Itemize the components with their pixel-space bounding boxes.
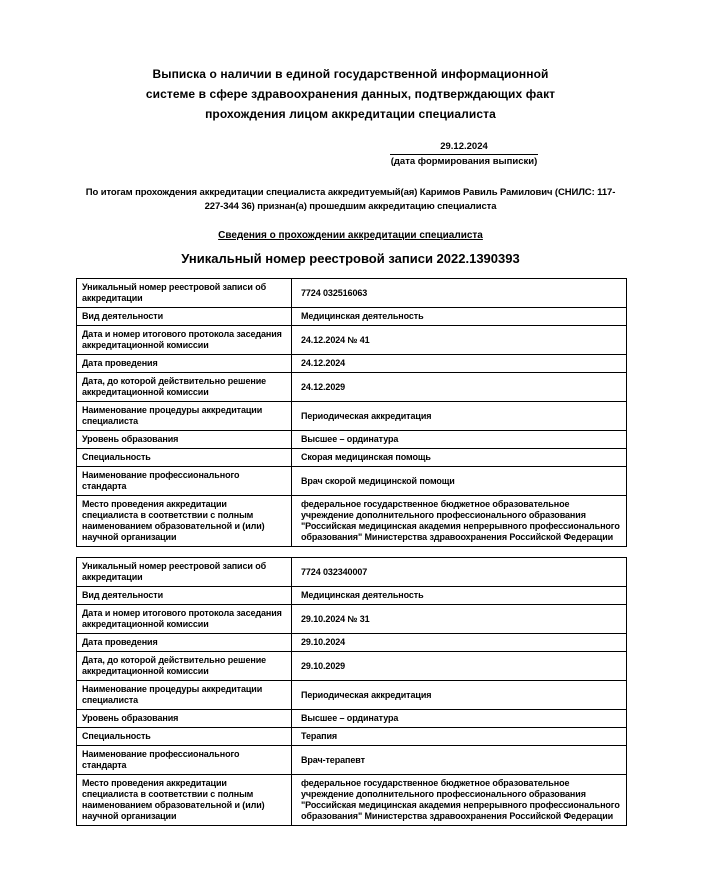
row-label: Место проведения аккредитации специалиста в соответствии с полным наименованием образовательной и (или) научной организации [77,775,292,826]
row-value: Периодическая аккредитация [292,681,627,710]
table-row [77,431,627,449]
table-row [77,587,627,605]
row-value: Скорая медицинская помощь [292,449,627,467]
row-value: 29.10.2024 [292,634,627,652]
row-label: Дата и номер итогового протокола заседания аккредитационной комиссии [77,605,292,634]
row-value: Врач скорой медицинской помощи [292,467,627,496]
table-row [77,402,627,431]
table-row [77,326,627,355]
row-label: Наименование профессионального стандарта [77,746,292,775]
row-value: 7724 032516063 [292,279,627,308]
row-value: Медицинская деятельность [292,587,627,605]
table-row [77,279,627,308]
table-row [77,605,627,634]
row-label: Вид деятельности [77,308,292,326]
table-row [77,775,627,826]
table-row [77,308,627,326]
row-label: Специальность [77,449,292,467]
row-label: Дата, до которой действительно решение аккредитационной комиссии [77,373,292,402]
row-label: Наименование процедуры аккредитации специалиста [77,681,292,710]
row-value: Терапия [292,728,627,746]
row-label: Наименование профессионального стандарта [77,467,292,496]
row-value: 24.12.2029 [292,373,627,402]
table-row [77,373,627,402]
table-row [77,449,627,467]
row-label: Место проведения аккредитации специалиста в соответствии с полным наименованием образовательной и (или) научной организации [77,496,292,547]
registry-number-heading: Уникальный номер реестровой записи 2022.1390393 [181,251,520,266]
row-value: Высшее – ординатура [292,431,627,449]
section-heading: Сведения о прохождении аккредитации специалиста [218,230,483,241]
accreditation-table-1 [76,278,627,547]
row-label: Дата и номер итогового протокола заседания аккредитационной комиссии [77,326,292,355]
row-value: 24.12.2024 № 41 [292,326,627,355]
table-row [77,558,627,587]
row-label: Дата проведения [77,355,292,373]
row-value: 29.10.2029 [292,652,627,681]
formation-date-block [390,141,538,168]
row-label: Уникальный номер реестровой записи об аккредитации [77,279,292,308]
formation-date-value: 29.12.2024 [390,141,538,155]
row-value: Медицинская деятельность [292,308,627,326]
row-value: федеральное государственное бюджетное образовательное учреждение дополнительного профессионального образования "Российская медицинская академия непрерывного профессионального образования" Министерства здравоохранения Российской Федерации [292,775,627,826]
row-value: 29.10.2024 № 31 [292,605,627,634]
table-row [77,634,627,652]
title-line-1: Выписка о наличии в единой государственной информационной [152,67,549,81]
table-row [77,652,627,681]
intro-paragraph: По итогам прохождения аккредитации специалиста аккредитуемый(ая) Каримов Равиль Рамилович (СНИЛС: 117-227-344 36) признан(а) прошедшим аккредитацию специалиста [85,187,616,212]
document-title [73,64,628,124]
table-row [77,746,627,775]
table-row [77,728,627,746]
title-line-2: системе в сфере здравоохранения данных, подтверждающих факт [145,87,556,101]
table-row [77,496,627,547]
row-label: Дата проведения [77,634,292,652]
row-value: 7724 032340007 [292,558,627,587]
row-label: Наименование процедуры аккредитации специалиста [77,402,292,431]
row-value: Периодическая аккредитация [292,402,627,431]
table-row [77,710,627,728]
row-value: 24.12.2024 [292,355,627,373]
formation-date-caption: (дата формирования выписки) [390,156,538,167]
row-label: Уникальный номер реестровой записи об аккредитации [77,558,292,587]
row-label: Специальность [77,728,292,746]
accreditation-table-2 [76,557,627,826]
table-row [77,681,627,710]
row-label: Дата, до которой действительно решение аккредитационной комиссии [77,652,292,681]
table-row [77,355,627,373]
row-label: Уровень образования [77,431,292,449]
row-value: федеральное государственное бюджетное образовательное учреждение дополнительного профессионального образования "Российская медицинская академия непрерывного профессионального образования" Министерства здравоохранения Российской Федерации [292,496,627,547]
row-label: Вид деятельности [77,587,292,605]
title-line-3: прохождения лицом аккредитации специалиста [205,107,496,121]
row-value: Врач-терапевт [292,746,627,775]
accreditation-tables [73,278,628,826]
row-value: Высшее – ординатура [292,710,627,728]
table-row [77,467,627,496]
row-label: Уровень образования [77,710,292,728]
